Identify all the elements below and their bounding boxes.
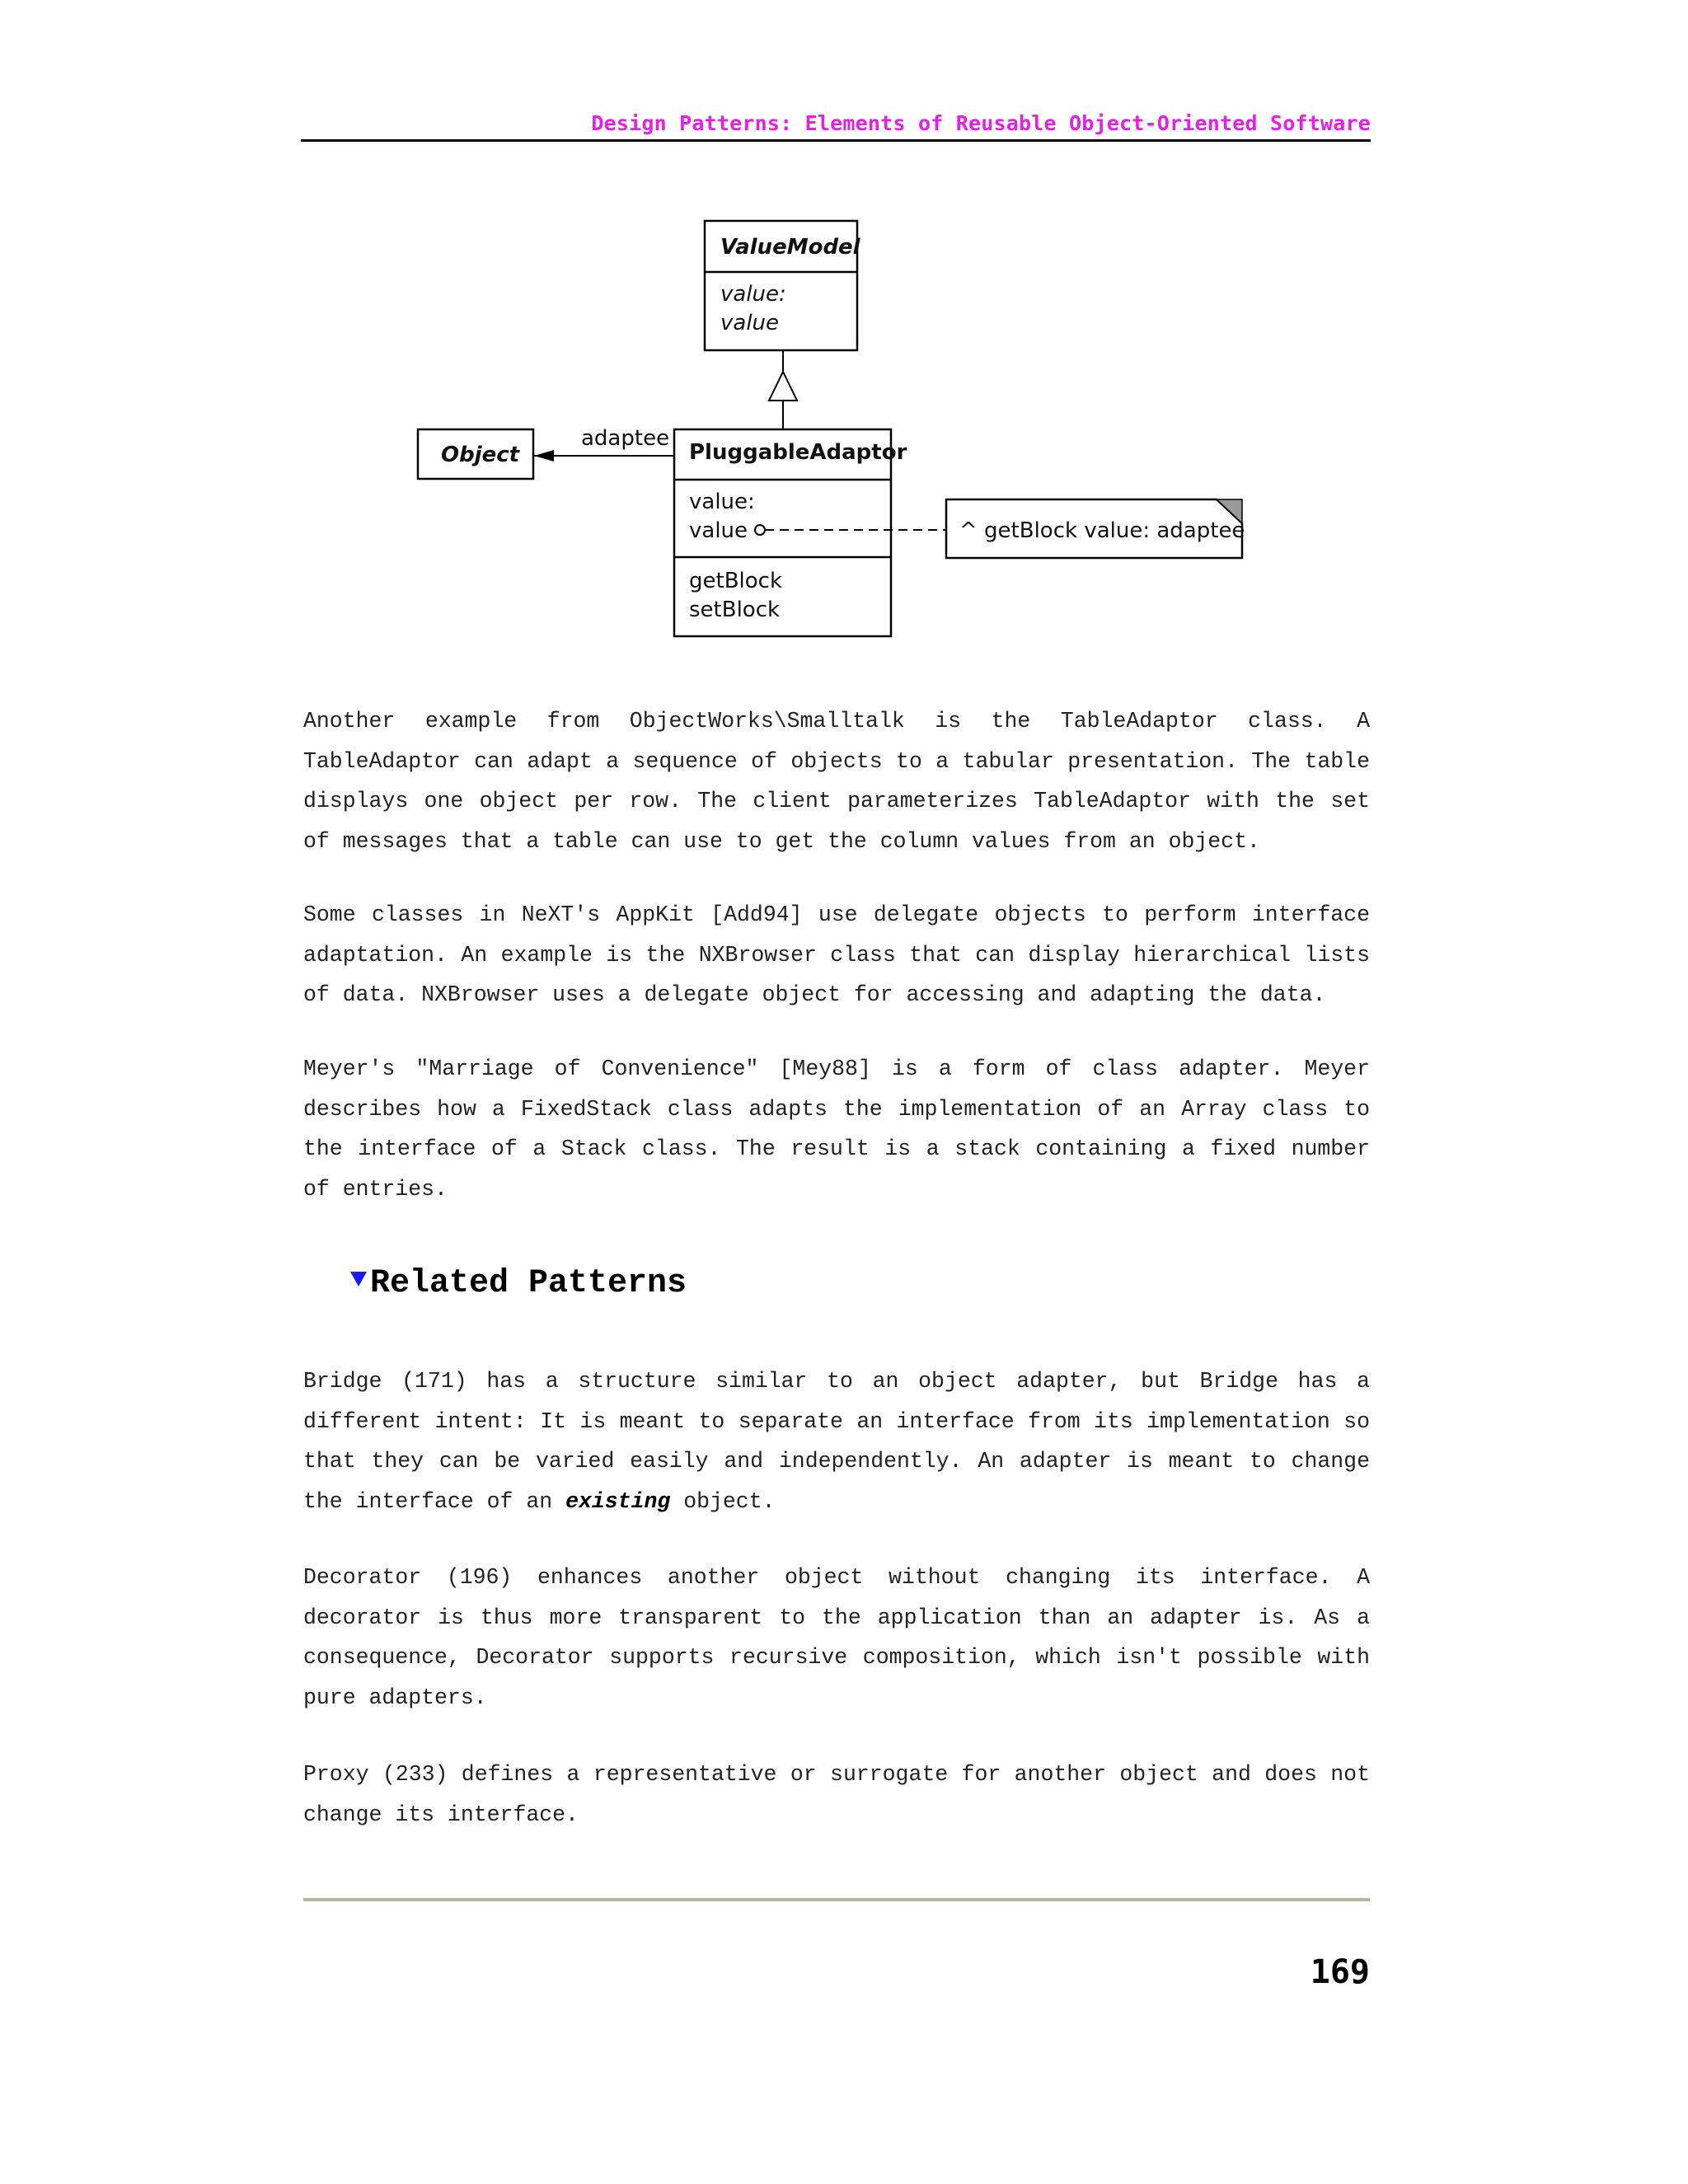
paragraph-proxy: Proxy (233) defines a representative or surrogate for another object and does not change its interface. xyxy=(303,1762,1370,1827)
bridge-text-after: object. xyxy=(670,1488,776,1514)
object-name: Object xyxy=(441,443,520,467)
section-heading-text: Related Patterns xyxy=(370,1265,687,1302)
valuemodel-name: ValueModel xyxy=(720,235,860,260)
page-header-title: Design Patterns: Elements of Reusable Object-Oriented Software xyxy=(591,111,1371,135)
paragraph-table-adaptor: Another example from ObjectWorks\Smalltalk is the TableAdaptor class. A TableAdaptor can adapt a sequence of objects to a tabular presentation. The table displays one object per row. The client parameterizes TableAdaptor with the set of messages that a table can use to get the column values from an object. xyxy=(303,709,1370,854)
pluggableadaptor-op-setter: value: xyxy=(689,490,755,514)
association-arrowhead xyxy=(534,450,554,462)
page-number: 169 xyxy=(1310,1953,1370,1991)
section-heading xyxy=(350,1265,687,1302)
note-text: ^ getBlock value: adaptee xyxy=(959,518,1245,543)
footer-rule xyxy=(303,1898,1370,1901)
inheritance-triangle xyxy=(769,372,797,401)
class-diagram xyxy=(0,0,1688,676)
pluggableadaptor-op-setblock: setBlock xyxy=(689,598,781,622)
pluggableadaptor-op-getter: value xyxy=(689,518,748,543)
pluggableadaptor-name: PluggableAdaptor xyxy=(689,440,907,465)
paragraph-decorator: Decorator (196) enhances another object without changing its interface. A decorator is thus more transparent to the application than an adapter is. As a consequence, Decorator supports recursive composition, which isn't possible with pure adapters. xyxy=(303,1565,1370,1710)
paragraph-bridge xyxy=(303,1361,1370,1521)
valuemodel-op-setter: value: xyxy=(720,282,786,307)
paragraph-meyer: Meyer's "Marriage of Convenience" [Mey88] is a form of class adapter. Meyer describes how a FixedStack class adapts the implementation of an Array class to the interface of a Stack class. The result is a stack containing a fixed number of entries. xyxy=(303,1057,1370,1202)
bridge-emphasis: existing xyxy=(565,1488,671,1514)
association-label: adaptee xyxy=(581,426,670,451)
paragraph-appkit: Some classes in NeXT's AppKit [Add94] use delegate objects to perform interface adaptation. An example is the NXBrowser class that can display hierarchical lists of data. NXBrowser uses a delegate object for accessing and adapting the data. xyxy=(303,902,1370,1007)
pluggableadaptor-op-getblock: getBlock xyxy=(689,569,783,593)
valuemodel-op-getter: value xyxy=(720,311,780,335)
triangle-down-icon xyxy=(350,1272,367,1286)
bridge-text-before: Bridge (171) has a structure similar to an object adapter, but Bridge has a different intent: It is meant to separate an interface from its implementation so that they can be varied easily and independently. An adapter is meant to change the interface of an xyxy=(303,1369,1370,1514)
class-diagram-svg xyxy=(0,0,1688,676)
note-anchor-circle xyxy=(755,525,765,535)
